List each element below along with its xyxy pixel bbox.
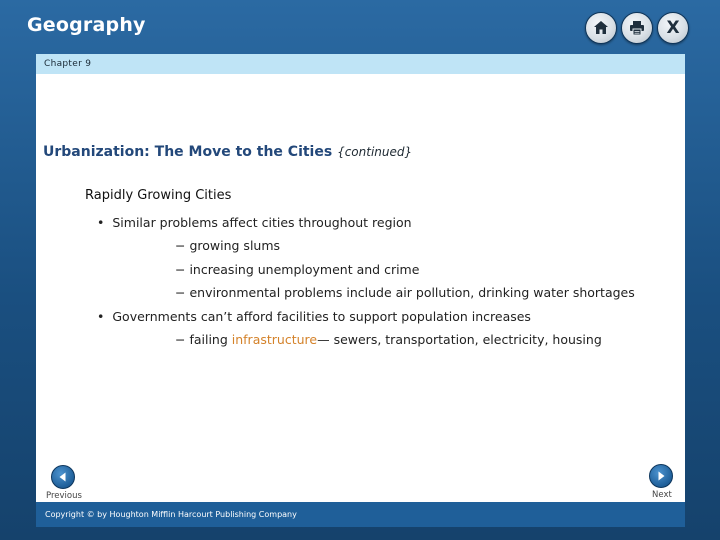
sub-bullet-item: − failing infrastructure— sewers, transportation, electricity, housing <box>175 332 602 347</box>
sub-bullet-text: environmental problems include air pollution, drinking water shortages <box>189 285 635 300</box>
next-label[interactable]: Next <box>652 490 672 500</box>
printer-icon <box>628 19 646 37</box>
bullet-item: • Governments can’t afford facilities to support population increases <box>97 309 531 324</box>
sub-bullet-suffix: — sewers, transportation, electricity, housing <box>317 332 602 347</box>
sub-bullet-prefix: failing <box>189 332 232 347</box>
vocabulary-term[interactable]: infrastructure <box>231 332 318 347</box>
sub-bullet-text: growing slums <box>189 238 281 253</box>
arrow-right-icon <box>655 470 667 482</box>
home-button[interactable] <box>585 12 617 44</box>
close-button[interactable] <box>657 12 689 44</box>
heading-text: Urbanization: The Move to the Cities <box>43 144 333 160</box>
bullet-text: Similar problems affect cities throughout region <box>112 215 412 230</box>
heading-continued: {continued} <box>337 145 413 159</box>
slide-subheading: Rapidly Growing Cities <box>85 188 232 203</box>
bullet-item: • Similar problems affect cities throughout region <box>97 215 412 230</box>
print-button[interactable] <box>621 12 653 44</box>
chapter-label: Chapter 9 <box>44 59 92 69</box>
copyright-text: Copyright © by Houghton Mifflin Harcourt Publishing Company <box>45 510 297 519</box>
previous-label[interactable]: Previous <box>46 491 82 501</box>
chapter-bar <box>36 54 685 74</box>
sub-bullet-item: − environmental problems include air pollution, drinking water shortages <box>175 285 635 300</box>
sub-bullet-item: − increasing unemployment and crime <box>175 262 420 277</box>
slide-content <box>36 74 685 502</box>
app-title: Geography <box>27 14 146 36</box>
bullet-text: Governments can’t afford facilities to support population increases <box>112 309 531 324</box>
arrow-left-icon <box>57 471 69 483</box>
sub-bullet-text: increasing unemployment and crime <box>189 262 420 277</box>
close-icon: X <box>666 18 680 38</box>
home-icon <box>592 19 610 37</box>
slide-heading <box>43 144 412 160</box>
previous-button[interactable] <box>51 465 75 489</box>
next-button[interactable] <box>649 464 673 488</box>
sub-bullet-item: − growing slums <box>175 238 281 253</box>
footer-bar <box>36 502 685 527</box>
